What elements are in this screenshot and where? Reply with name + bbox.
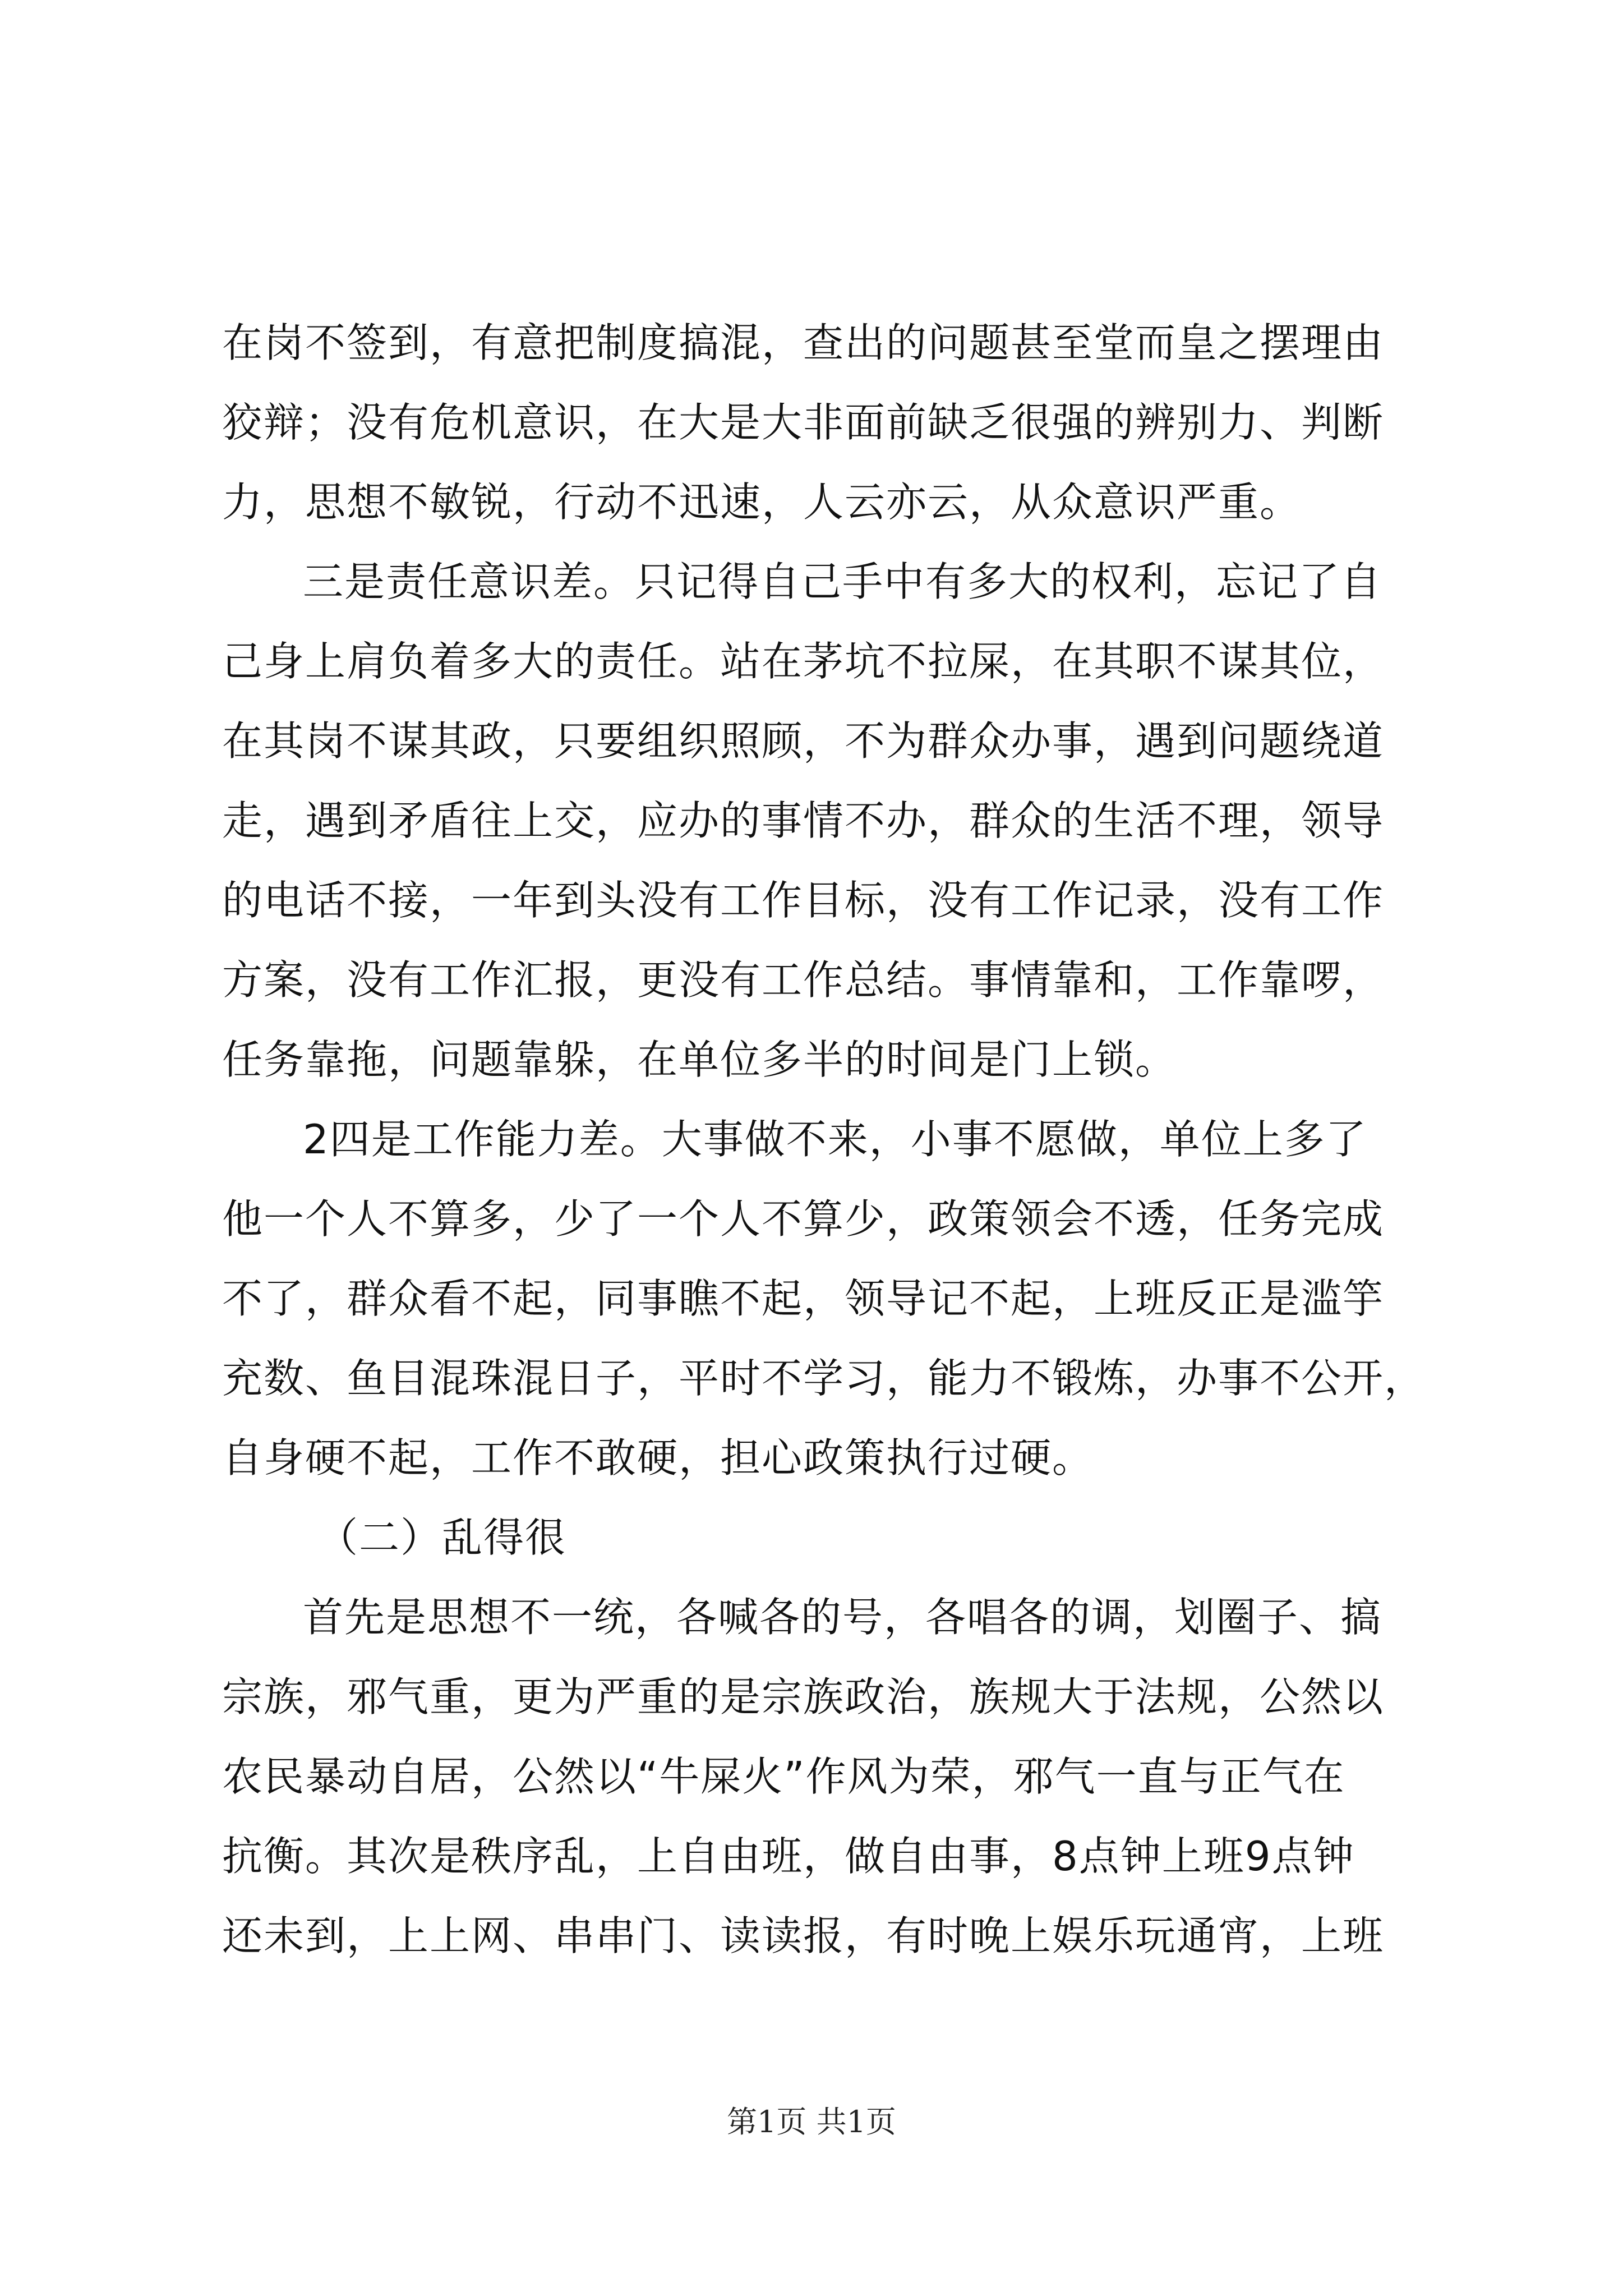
text-line: 在岗不签到，有意把制度搞混，查出的问题甚至堂而皇之摆理由 (222, 319, 1385, 366)
page-footer: 第1页 共1页 (727, 2104, 896, 2139)
body-text (222, 303, 1428, 1976)
paragraph-start-line: 三是责任意识差。只记得自己手中有多大的权利，忘记了自 (303, 558, 1382, 605)
section-heading: （二）乱得很 (317, 1514, 567, 1561)
text-line: 力，思想不敏锐，行动不迅速，人云亦云，从众意识严重。 (222, 478, 1302, 526)
text-line: 宗族，邪气重，更为严重的是宗族政治，族规大于法规，公然以 (222, 1673, 1385, 1720)
text-line: 任务靠拖，问题靠躲，在单位多半的时间是门上锁。 (222, 1036, 1177, 1083)
text-line: 方案，没有工作汇报，更没有工作总结。事情靠和，工作靠啰， (222, 956, 1385, 1004)
text-line: 不了，群众看不起，同事瞧不起，领导记不起，上班反正是滥竽 (222, 1275, 1385, 1322)
text-line: 在其岗不谋其政，只要组织照顾，不为群众办事，遇到问题绕道 (222, 717, 1385, 765)
text-line: 己身上肩负着多大的责任。站在茅坑不拉屎，在其职不谋其位， (222, 638, 1385, 685)
text-line: 充数、鱼目混珠混日子，平时不学习，能力不锻炼，办事不公开， (222, 1355, 1426, 1402)
text-line: 他一个人不算多，少了一个人不算少，政策领会不透，任务完成 (222, 1195, 1385, 1243)
text-line: 还未到，上上网、串串门、读读报，有时晚上娱乐玩通宵，上班 (222, 1912, 1385, 1959)
paragraph-start-line: 首先是思想不一统，各喊各的号，各唱各的调，划圈子、搞 (303, 1594, 1382, 1641)
text-line: 的电话不接，一年到头没有工作目标，没有工作记录，没有工作 (222, 877, 1385, 924)
text-line: 自身硬不起，工作不敢硬，担心政策执行过硬。 (222, 1434, 1094, 1481)
text-line: 狡辩；没有危机意识，在大是大非面前缺乏很强的辨别力、判断 (222, 399, 1385, 446)
paragraph-start-line: 2四是工作能力差。大事做不来，小事不愿做，单位上多了 (303, 1116, 1367, 1163)
text-line: 走，遇到矛盾往上交，应办的事情不办，群众的生活不理，领导 (222, 797, 1385, 844)
text-line: 农民暴动自居，公然以“牛屎火”作风为荣，邪气一直与正气在 (222, 1753, 1345, 1800)
text-line: 抗衡。其次是秩序乱，上自由班，做自由事，8点钟上班9点钟 (222, 1833, 1355, 1880)
